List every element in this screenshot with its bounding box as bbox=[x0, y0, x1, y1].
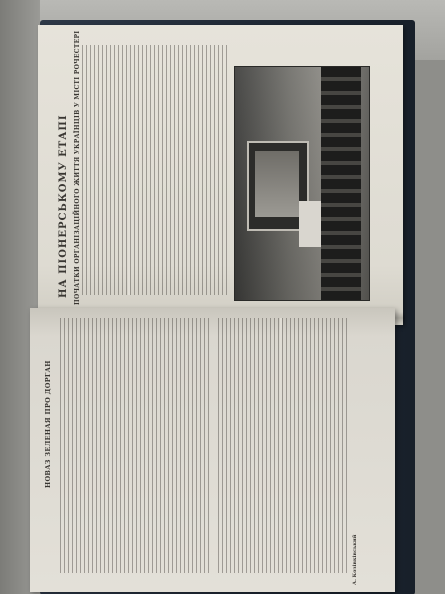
photo-frame-inner bbox=[255, 151, 299, 217]
photo-card bbox=[299, 201, 321, 247]
column-divider bbox=[128, 45, 130, 295]
bottom-column-divider bbox=[280, 318, 282, 573]
bottom-page-text-column-2 bbox=[218, 318, 350, 573]
bottom-page-heading: НОВАЗ ЗЕЛЕНАЯ ПРО ДОРГАН bbox=[44, 360, 52, 488]
bottom-page-signature: А. Козівківський bbox=[352, 534, 358, 585]
top-page-heading: НА ПІОНЕРСЬКОМУ ЕТАПІ bbox=[58, 114, 69, 298]
bottom-page-text-column-1 bbox=[60, 318, 210, 573]
photo-display-case bbox=[321, 67, 361, 300]
exhibit-photo bbox=[234, 66, 370, 301]
top-page-text-column-1 bbox=[82, 45, 230, 295]
top-page-subheading: ПОЧАТКИ ОРГАНІЗАЦІЙНОГО ЖИТТЯ УКРАЇНЦІВ У МІСТІ РОЧЕСТЕРІ bbox=[74, 30, 81, 305]
